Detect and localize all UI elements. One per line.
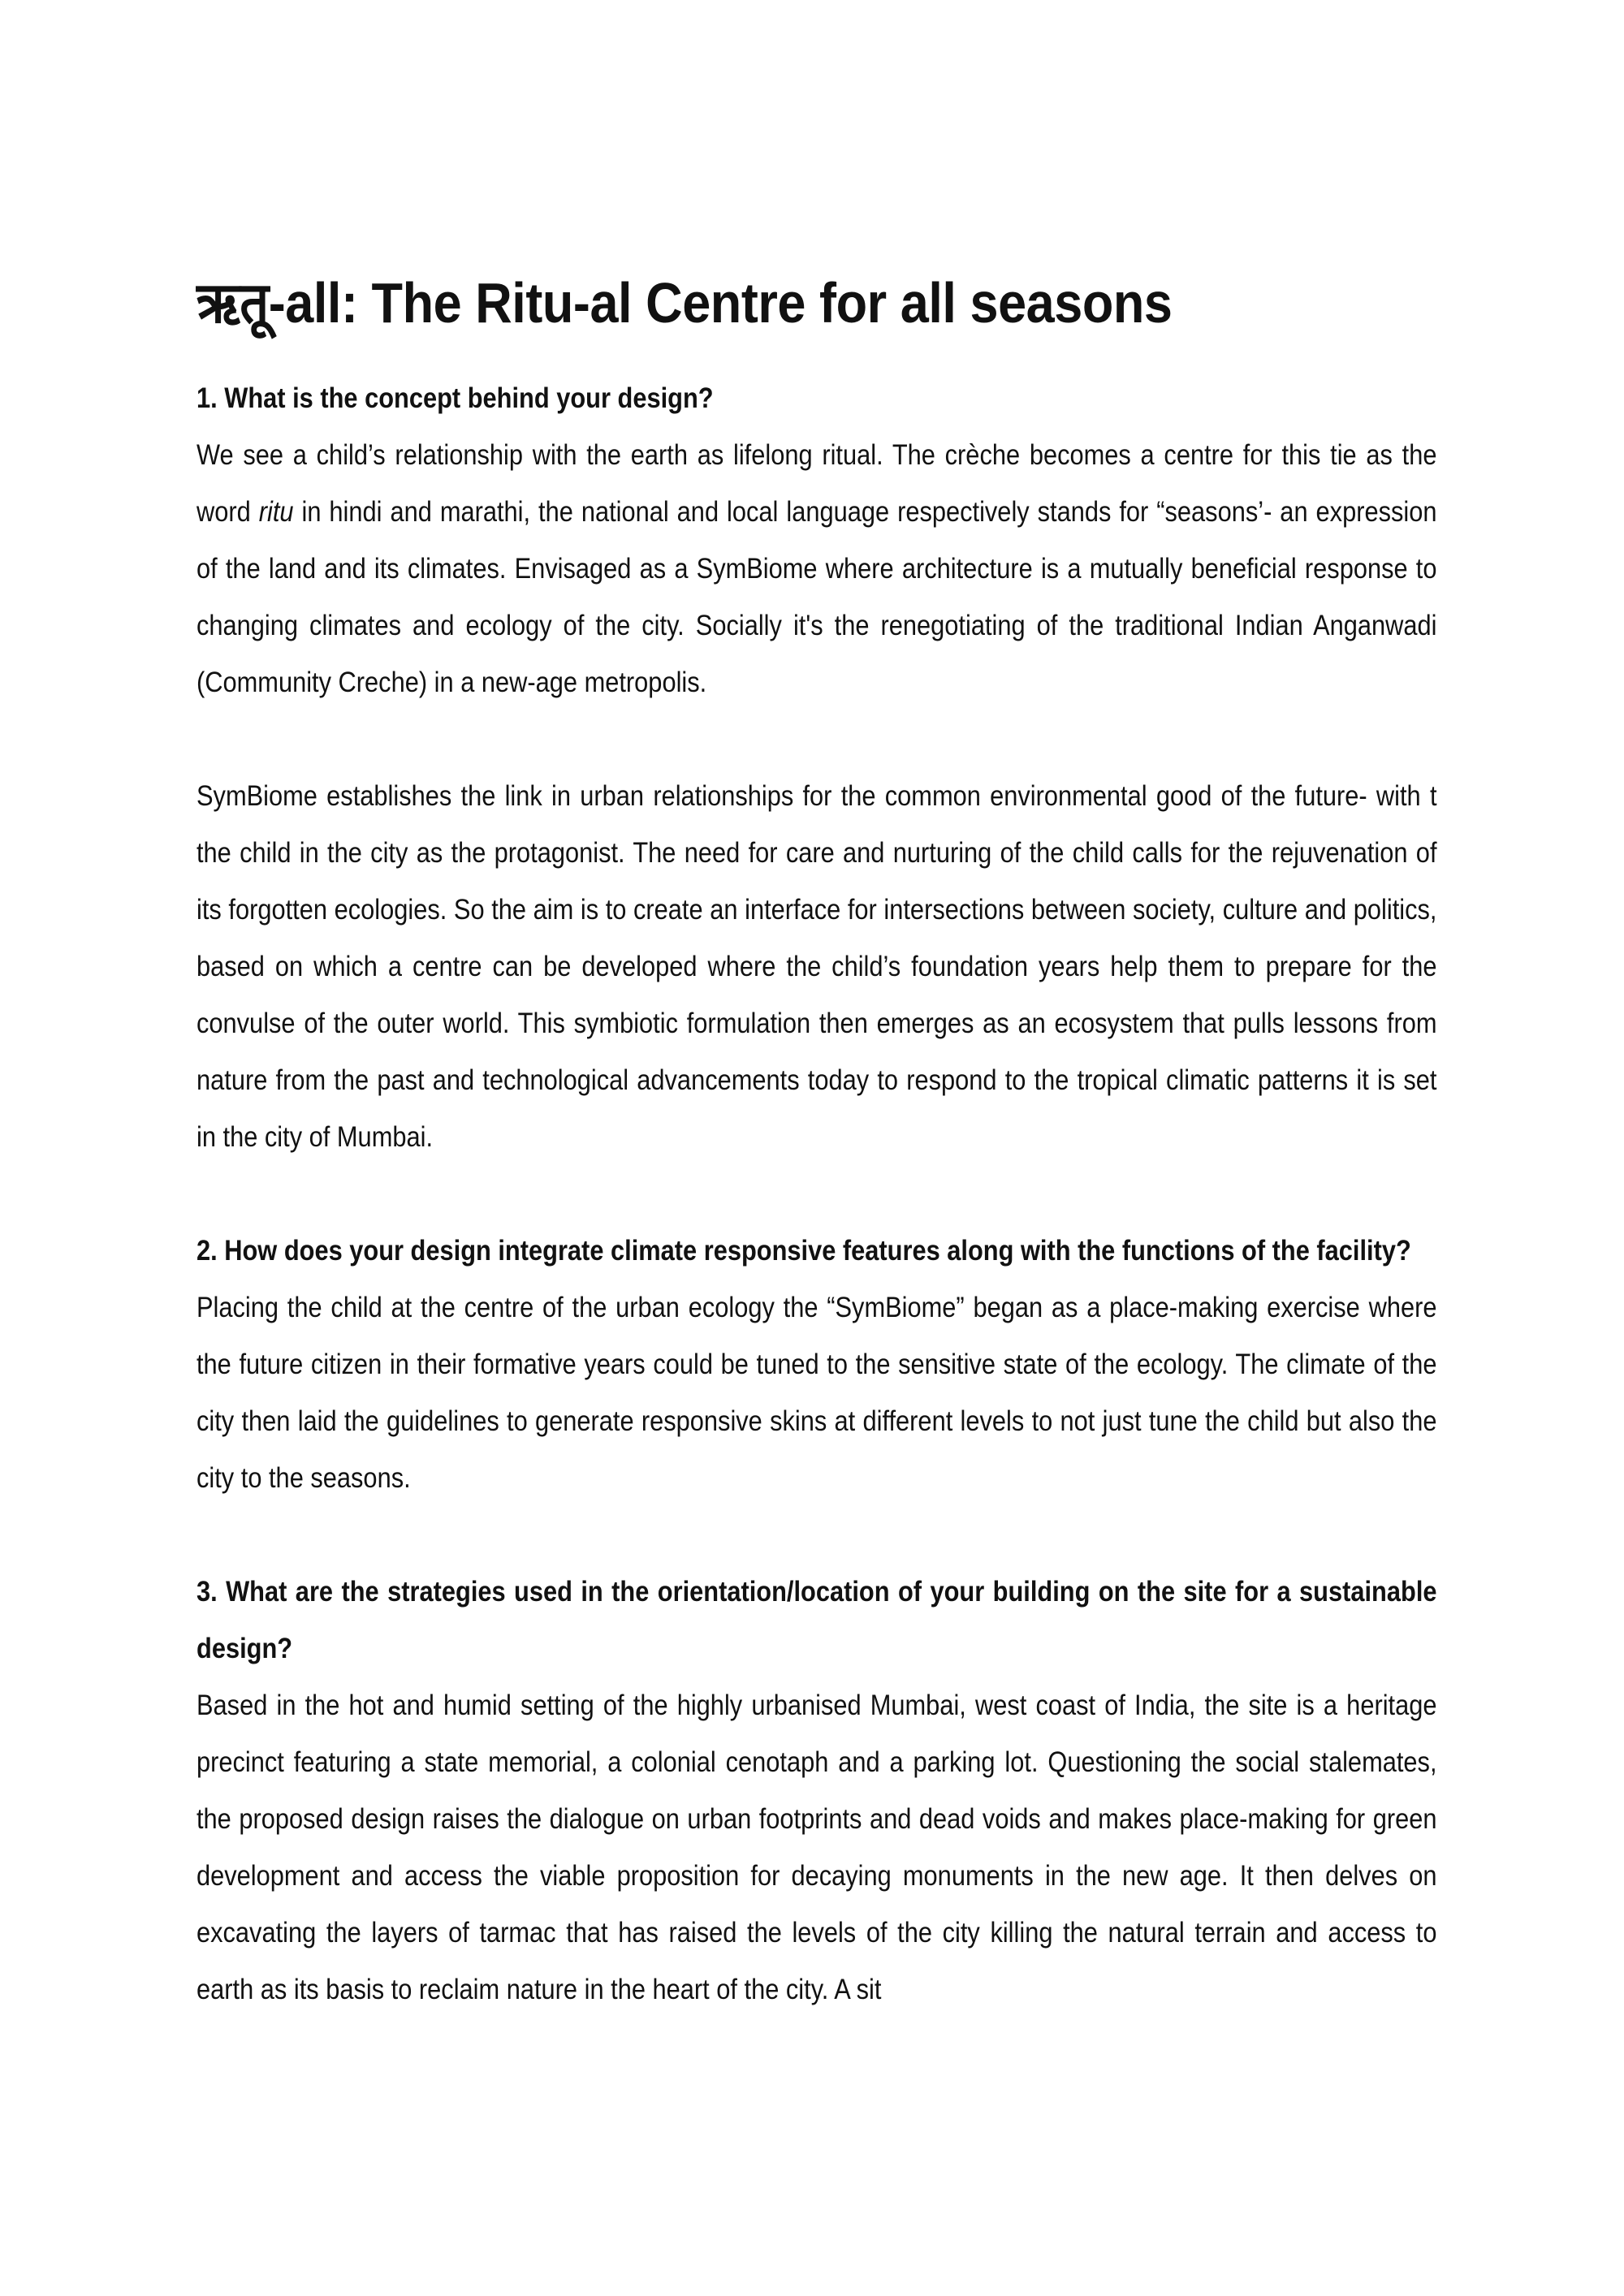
page-title: ऋतू-all: The Ritu-al Centre for all seasons xyxy=(197,271,1173,334)
answer-3-paragraph-1: Based in the hot and humid setting of the highly urbanised Mumbai, west coast of India, the site is a heritage precinct featuring a state memorial, a colonial cenotaph and a parking lot. Questioning the social stalemates, the proposed design raises the dialogue on urban footprints and dead voids and makes place-making for green development and access the viable proposition for decaying monuments in the new age. It then delves on excavating the layers of tarmac that has raised the levels of the city killing the natural terrain and access to earth as its basis to reclaim nature in the heart of the city. A sit xyxy=(197,1690,1437,2005)
paragraph-spacer xyxy=(197,711,1437,768)
question-1: 1. What is the concept behind your design? xyxy=(197,382,714,414)
question-2: 2. How does your design integrate climate responsive features along with the functions of the facility? xyxy=(197,1235,1411,1267)
answer-2-paragraph-1: Placing the child at the centre of the urban ecology the “SymBiome” began as a place-making exercise where the future citizen in their formative years could be tuned to the sensitive state of the ecology. The climate of the city then laid the guidelines to generate responsive skins at different levels to not just tune the child but also the city to the seasons. xyxy=(197,1292,1437,1494)
section-spacer xyxy=(197,1507,1437,1564)
answer-1-text-start: We see a child’s relationship with the earth as lifelong ritual. The crèche becomes a centre for this tie as the word xyxy=(197,439,1437,528)
answer-1-text-end: in hindi and marathi, the national and local language respectively stands for “seasons’- an expression of the land and its climates. Envisaged as a SymBiome where architecture is a mutually beneficial response to changing climates and ecology of the city. Socially it's the renegotiating of the traditional Indian Anganwadi (Community Creche) in a new-age metropolis. xyxy=(197,496,1437,698)
answer-1-paragraph-1 xyxy=(197,427,1437,711)
answer-1-paragraph-2: SymBiome establishes the link in urban relationships for the common environmental good of the future- with t the child in the city as the protagonist. The need for care and nurturing of the child calls for the rejuvenation of its forgotten ecologies. So the aim is to create an interface for intersections between society, culture and politics, based on which a centre can be developed where the child’s foundation years help them to prepare for the convulse of the outer world. This symbiotic formulation then emerges as an ecosystem that pulls lessons from nature from the past and technological advancements today to respond to the tropical climatic patterns it is set in the city of Mumbai. xyxy=(197,780,1437,1153)
section-spacer xyxy=(197,1166,1437,1223)
answer-1-italic-term: ritu xyxy=(258,496,294,528)
question-3: 3. What are the strategies used in the orientation/location of your building on the site for a sustainable design? xyxy=(197,1576,1437,1664)
document-body xyxy=(197,258,1437,2018)
